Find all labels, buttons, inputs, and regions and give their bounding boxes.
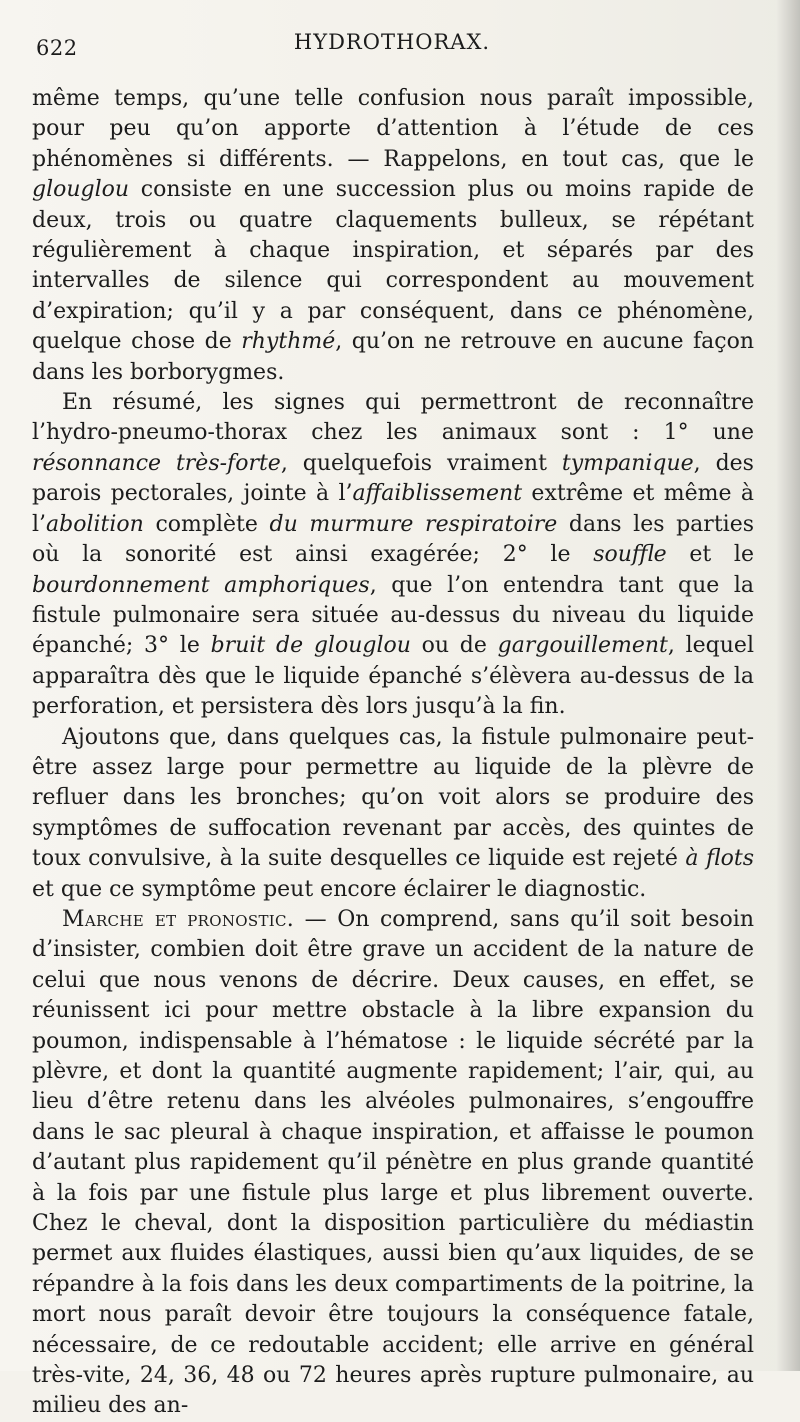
- paragraph: [32, 84, 754, 388]
- running-head: HYDROTHORAX.: [293, 30, 491, 54]
- italic-term: glouglou: [32, 177, 130, 203]
- text-run: , qu’on ne retrouve en aucune façon dans les borborygmes.: [32, 329, 754, 385]
- italic-term: résonnance très-forte: [32, 450, 281, 476]
- paragraph: [32, 905, 754, 1422]
- text-run: Ajoutons que, dans quelques cas, la fistule pulmonaire peut-être assez large pour permettre au liquide de la plèvre de refluer dans les bronches; qu’on voit alors se produire des symptômes de suffocation revenant par accès, des quintes de toux convulsive, à la suite desquelles ce liquide est rejeté: [32, 724, 754, 872]
- page-edge-shadow: [776, 0, 800, 1371]
- text-run: , quelquefois vraiment: [280, 450, 562, 476]
- text-run: En résumé, les signes qui permettront de reconnaître l’hydro-pneumo-thorax chez les animaux sont : 1° une: [32, 390, 754, 446]
- text-run: et le: [666, 542, 754, 568]
- section-heading: Marche et pronostic.: [62, 906, 295, 932]
- italic-term: du murmure respiratoire: [269, 511, 558, 537]
- italic-term: bruit de glouglou: [210, 633, 411, 659]
- text-run: , des parois pectorales, jointe à l’: [32, 450, 754, 507]
- paragraph: [32, 723, 754, 905]
- page-header: [30, 22, 754, 66]
- paragraph: [32, 388, 754, 722]
- italic-term: à flots: [685, 846, 754, 872]
- text-run: complète: [143, 511, 270, 537]
- italic-term: affaiblissement: [352, 481, 523, 507]
- page-number: 622: [36, 36, 78, 60]
- italic-term: gargouillement: [497, 633, 668, 659]
- text-run: — On comprend, sans qu’il soit besoin d’insister, combien doit être grave un accident de la nature de celui que nous venons de décrire. Deux causes, en effet, se réunissent ici pour mettre obstacle à la libre expansion du poumon, indispensable à l’hématose : le liquide sécrété par la plèvre, et dont la quantité augmente rapidement; l’air, qui, au lieu d’être retenu dans les alvéoles pulmonaires, s’engouffre dans le sac pleural à chaque inspiration, et affaisse le poumon d’autant plus rapidement qu’il pénètre en plus grande quantité à la fois par une fistule plus large et plus librement ouverte. Chez le cheval, dont la disposition particulière du médiastin permet aux fluides élastiques, aussi bien qu’aux liquides, de se répandre à la fois dans les deux compartiments de la poitrine, la mort nous paraît devoir être toujours la conséquence fatale, nécessaire, de ce redoutable accident; elle arrive en général très-vite, 24, 36, 48 ou 72 heures après rupture pulmonaire, au milieu des an-: [32, 906, 754, 1419]
- text-run: , lequel apparaîtra dès que le liquide épanché s’élèvera au-dessus de la perforation, et persistera dès lors jusqu’à la fin.: [32, 633, 754, 720]
- italic-term: souffle: [593, 542, 667, 568]
- body-text: [30, 84, 754, 1422]
- italic-term: bourdonnement amphoriques: [32, 572, 370, 598]
- text-run: ou de: [410, 633, 498, 659]
- italic-term: tympanique: [561, 450, 694, 476]
- text-run: consiste en une succession plus ou moins rapide de deux, trois ou quatre claquements bulleux, se répétant régulièrement à chaque inspiration, et séparés par des intervalles de silence qui correspondent au mouvement d’expiration; qu’il y a par conséquent, dans ce phénomène, quelque chose de: [32, 177, 754, 355]
- text-run: et que ce symptôme peut encore éclairer le diagnostic.: [32, 876, 647, 902]
- italic-term: rhythmé: [241, 329, 336, 355]
- text-run: même temps, qu’une telle confusion nous paraît impossible, pour peu qu’on apporte d’attention à l’étude de ces phénomènes si différents. — Rappelons, en tout cas, que le: [32, 86, 754, 172]
- text-run: extrême et même à l’: [32, 481, 754, 537]
- italic-term: abolition: [46, 511, 144, 537]
- text-run: , que l’on entendra tant que la fistule pulmonaire sera située au-dessus du niveau du liquide épanché; 3° le: [32, 572, 754, 659]
- text-run: dans les parties où la sonorité est ainsi exagérée; 2° le: [32, 511, 755, 568]
